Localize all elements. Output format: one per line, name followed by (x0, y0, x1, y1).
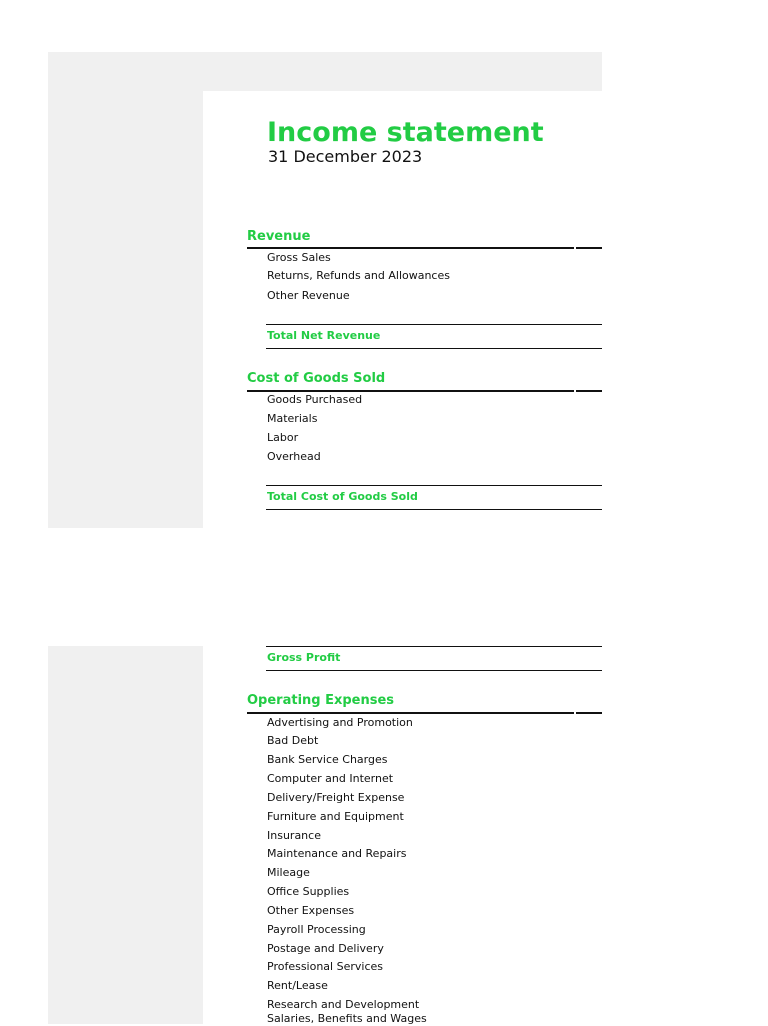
revenue-item: Gross Sales (267, 251, 331, 264)
gross-profit-rule-bottom (266, 670, 602, 671)
revenue-total-rule-bottom (266, 348, 602, 349)
opex-item: Furniture and Equipment (267, 810, 404, 823)
revenue-total-rule-top (266, 324, 602, 325)
opex-item: Delivery/Freight Expense (267, 791, 405, 804)
opex-rule-left (247, 712, 574, 714)
statement-date: 31 December 2023 (268, 147, 423, 166)
cogs-rule-left (247, 390, 574, 392)
cogs-total-rule-top (266, 485, 602, 486)
opex-item: Research and Development (267, 998, 420, 1011)
left-gray-margin-bottom (48, 646, 203, 1024)
cogs-item: Materials (267, 412, 318, 425)
revenue-item: Returns, Refunds and Allowances (267, 269, 450, 282)
cogs-item: Overhead (267, 450, 321, 463)
cogs-heading: Cost of Goods Sold (247, 371, 386, 386)
opex-item: Maintenance and Repairs (267, 847, 407, 860)
opex-item: Payroll Processing (267, 923, 366, 936)
opex-item: Bank Service Charges (267, 753, 388, 766)
cogs-item: Goods Purchased (267, 393, 363, 406)
opex-item: Computer and Internet (267, 772, 394, 785)
opex-item: Advertising and Promotion (267, 716, 413, 729)
opex-item: Other Expenses (267, 904, 355, 917)
total-net-revenue-label: Total Net Revenue (267, 329, 381, 342)
cogs-total-rule-bottom (266, 509, 602, 510)
revenue-rule-left (247, 247, 574, 249)
opex-rule-right (576, 712, 602, 714)
cogs-rule-right (576, 390, 602, 392)
left-gray-margin-top (48, 91, 203, 528)
opex-item: Professional Services (267, 960, 383, 973)
opex-item: Mileage (267, 866, 310, 879)
total-cogs-label: Total Cost of Goods Sold (267, 490, 418, 503)
opex-item: Bad Debt (267, 734, 319, 747)
document-title: Income statement (267, 117, 544, 148)
revenue-heading: Revenue (247, 229, 311, 244)
top-gray-band (48, 52, 602, 91)
opex-item: Rent/Lease (267, 979, 328, 992)
opex-item: Insurance (267, 829, 321, 842)
gross-profit-rule-top (266, 646, 602, 647)
cogs-item: Labor (267, 431, 299, 444)
opex-heading: Operating Expenses (247, 693, 395, 708)
opex-item: Postage and Delivery (267, 942, 384, 955)
revenue-item: Other Revenue (267, 289, 350, 302)
opex-item: Office Supplies (267, 885, 350, 898)
gross-profit-label: Gross Profit (267, 651, 341, 664)
revenue-rule-right (576, 247, 602, 249)
opex-item: Salaries, Benefits and Wages (267, 1012, 427, 1025)
